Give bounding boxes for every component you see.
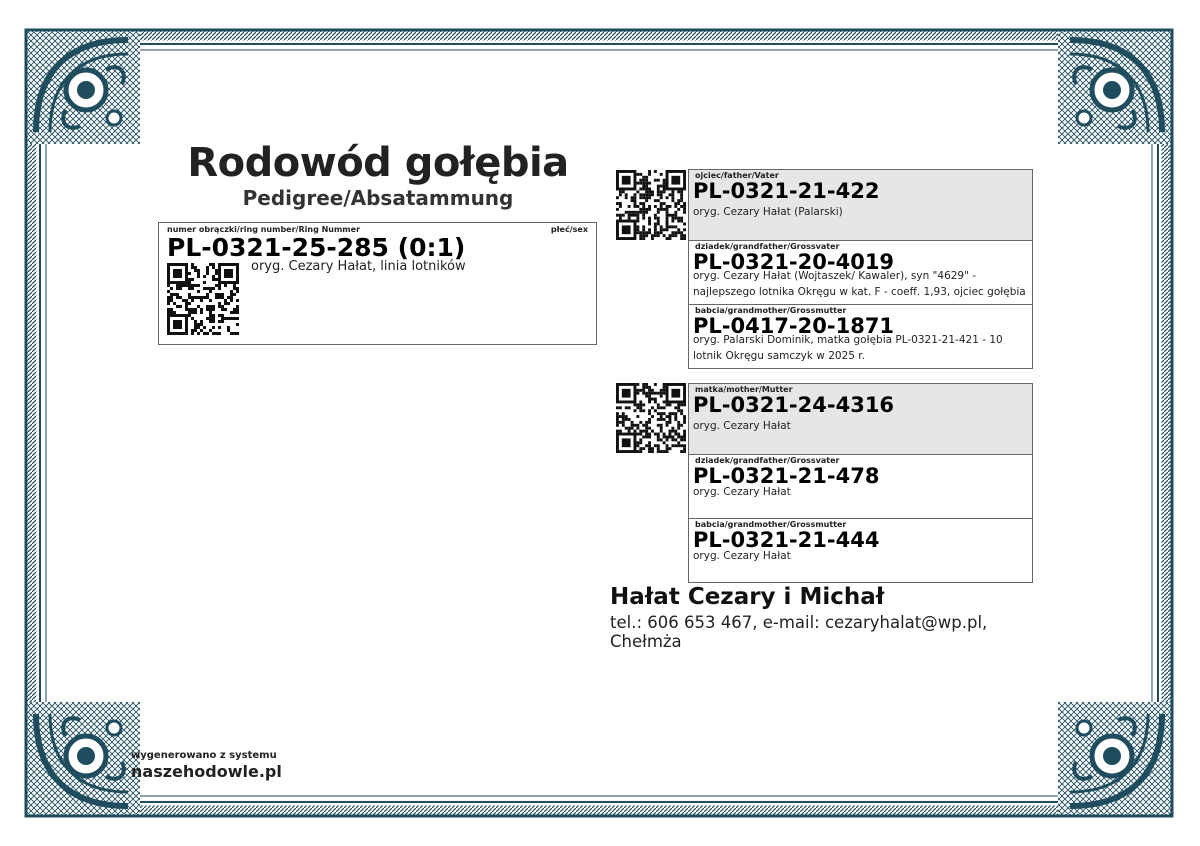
- main-pigeon-box: [158, 222, 597, 345]
- paternal-grandfather-description: oryg. Cezary Hałat (Wojtaszek/ Kawaler), syn "4629" - najlepszego lotnika Okręgu w kat. F - coeff. 1,93, ojciec gołębia: [693, 270, 1026, 298]
- main-ring-number: PL-0321-25-285 (0:1): [167, 233, 466, 262]
- paternal-grandfather-box: [688, 240, 1033, 305]
- mother-box: [688, 383, 1033, 455]
- paternal-grandfather-ring-number: PL-0321-20-4019: [693, 250, 895, 274]
- father-label: ojciec/father/Vater: [695, 171, 779, 180]
- mother-description: oryg. Cezary Hałat: [693, 420, 791, 432]
- mother-label: matka/mother/Mutter: [695, 385, 793, 394]
- generator-site: naszehodowle.pl: [131, 762, 282, 781]
- sex-label: płeć/sex: [550, 225, 588, 234]
- ring-number-label: numer obrączki/ring number/Ring Nummer: [167, 225, 361, 234]
- maternal-grandfather-ring-number: PL-0321-21-478: [693, 464, 880, 488]
- father-box: [688, 169, 1033, 241]
- maternal-grandmother-label: babcia/grandmother/Grossmutter: [695, 520, 847, 529]
- maternal-grandmother-ring-number: PL-0321-21-444: [693, 528, 880, 552]
- page-title: Rodowód gołębia: [187, 140, 569, 186]
- page-subtitle: Pedigree/Absatammung: [242, 186, 514, 210]
- mother-ring-number: PL-0321-24-4316: [693, 393, 895, 417]
- paternal-grandmother-description: oryg. Palarski Dominik, matka gołębia PL-0321-21-421 - 10 lotnik Okręgu samczyk w 2025 r.: [693, 334, 1003, 362]
- paternal-grandmother-box: [688, 304, 1033, 369]
- father-ring-number: PL-0321-21-422: [693, 179, 880, 203]
- mother-qr-code-icon: [616, 383, 686, 453]
- father-qr-code-icon: [616, 170, 686, 240]
- father-description: oryg. Cezary Hałat (Palarski): [693, 206, 843, 218]
- qr-code-icon: [167, 263, 239, 335]
- maternal-grandfather-label: dziadek/grandfather/Grossvater: [695, 456, 840, 465]
- maternal-grandfather-description: oryg. Cezary Hałat: [693, 486, 791, 498]
- main-description: oryg. Cezary Hałat, linia lotników: [251, 259, 466, 274]
- paternal-grandmother-ring-number: PL-0417-20-1871: [693, 314, 895, 338]
- paternal-grandmother-label: babcia/grandmother/Grossmutter: [695, 306, 847, 315]
- maternal-grandmother-box: [688, 518, 1033, 583]
- owner-contact: tel.: 606 653 467, e-mail: cezaryhalat@wp.pl, Chełmża: [610, 613, 988, 651]
- paternal-grandfather-label: dziadek/grandfather/Grossvater: [695, 242, 840, 251]
- owner-name: Hałat Cezary i Michał: [610, 584, 885, 610]
- generated-by-label: wygenerowano z systemu: [131, 750, 277, 761]
- maternal-grandfather-box: [688, 454, 1033, 519]
- maternal-grandmother-description: oryg. Cezary Hałat: [693, 550, 791, 562]
